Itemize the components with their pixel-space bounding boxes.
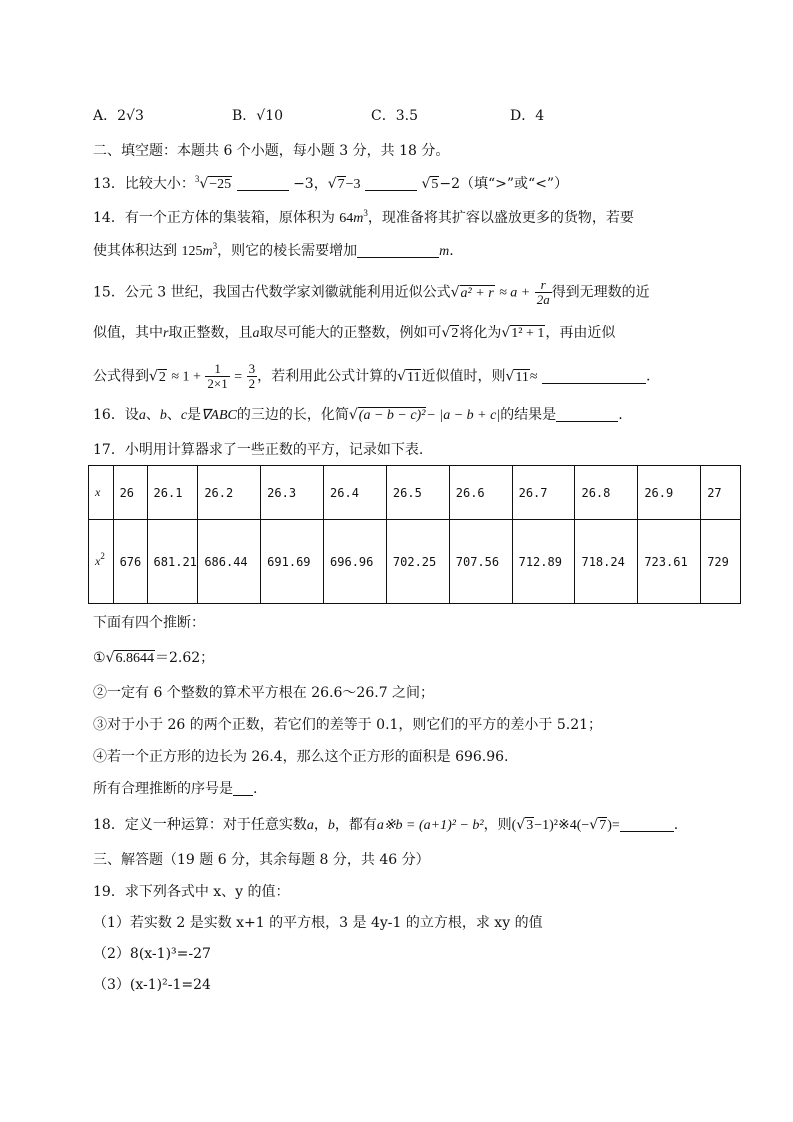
table-cell-x: 26.8 <box>575 466 638 520</box>
table-cell-x-squared: 686.44 <box>198 520 261 604</box>
table-cell-x-squared: 729 <box>701 520 741 604</box>
question-13: 13．比较大小：$^3$√−25 −3，√7−3 √5−2（填“>”或“<”） <box>93 174 569 192</box>
inference-4: ④若一个正方形的边长为 26.4，那么这个正方形的面积是 696.96. <box>93 749 509 765</box>
question-15-line-2: 似值，其中r取正整数，且a取尽可能大的正整数，例如可√2将化为√1² + 1，再由近似 <box>93 325 616 341</box>
row-head-x-squared: $x^2$ <box>89 520 114 604</box>
question-19-part-1: （1）若实数 2 是实数 x+1 的平方根，3 是 4y-1 的立方根，求 xy 的值 <box>93 915 543 931</box>
table-cell-x-squared: 696.96 <box>324 520 387 604</box>
inferences-intro: 下面有四个推断： <box>93 615 205 631</box>
table-cell-x-squared: 707.56 <box>449 520 512 604</box>
table-cell-x: 26.9 <box>638 466 701 520</box>
question-15-line-3: 公式得到√2 ≈ 1 + $\frac{1}{2\times 1}$ = $\frac{3}{2}$ ，若利用此公式计算的√11近似值时，则√11≈ . <box>93 361 651 391</box>
section-3-title: 三、解答题（19 题 6 分，其余每题 8 分，共 46 分） <box>93 852 430 868</box>
question-17-intro: 17．小明用计算器求了一些正数的平方，记录如下表. <box>93 442 424 458</box>
table-cell-x-squared: 691.69 <box>261 520 324 604</box>
formula-radical: a² + r <box>460 285 494 301</box>
answer-blank[interactable] <box>233 781 253 796</box>
answer-blank[interactable] <box>237 176 289 191</box>
formula-fraction: $\frac{r}{2a}$ <box>536 277 550 307</box>
table-cell-x: 26.3 <box>261 466 324 520</box>
table-cell-x: 26.4 <box>324 466 387 520</box>
question-14-line-2: 使其体积达到 $125m^3$，则它的棱长需要增加 m. <box>93 241 454 259</box>
radical-neg25: −25 <box>209 177 232 192</box>
q12-options <box>93 106 649 126</box>
answer-blank[interactable] <box>542 369 646 384</box>
table-cell-x: 26 <box>113 466 147 520</box>
table-cell-x: 27 <box>701 466 741 520</box>
table-cell-x: 26.5 <box>386 466 449 520</box>
row-head-x: x <box>89 466 114 520</box>
table-cell-x-squared: 681.21 <box>147 520 198 604</box>
inference-1: ①√6.8644＝2.62； <box>93 650 215 666</box>
answer-blank[interactable] <box>556 407 618 422</box>
table-row-x <box>89 466 741 520</box>
question-16: 16．设a、b、c是∇ABC的三边的长，化简√(a − b − c)²− |a − b + c|的结果是 . <box>93 407 623 423</box>
question-19-part-3: （3）(x-1)²-1=24 <box>93 977 211 993</box>
inference-conclusion: 所有合理推断的序号是 . <box>93 781 258 797</box>
option-b: B．√10 <box>232 108 284 124</box>
table-cell-x: 26.7 <box>512 466 575 520</box>
answer-blank[interactable] <box>620 817 674 832</box>
question-14-line-1: 14．有一个正方体的集装箱，原体积为 $64m^3$，现准备将其扩容以盛放更多的货物，若要 <box>93 208 634 226</box>
option-d: D．4 <box>510 108 545 124</box>
question-19-title: 19．求下列各式中 x、y 的值： <box>93 884 290 900</box>
cube-root-index: 3 <box>194 174 200 184</box>
table-cell-x: 26.6 <box>449 466 512 520</box>
table-cell-x-squared: 723.61 <box>638 520 701 604</box>
question-18: 18．定义一种运算：对于任意实数a，b，都有a※b = (a+1)² − b²，则(√3−1)²※4(−√7)= . <box>93 817 679 833</box>
section-2-title: 二、填空题：本题共 6 个小题，每小题 3 分，共 18 分。 <box>93 143 450 159</box>
inference-2: ②一定有 6 个整数的算术平方根在 26.6～26.7 之间； <box>93 685 435 701</box>
inference-3: ③对于小于 26 的两个正数，若它们的差等于 0.1，则它们的平方的差小于 5.21； <box>93 717 603 733</box>
table-cell-x-squared: 718.24 <box>575 520 638 604</box>
table-cell-x-squared: 702.25 <box>386 520 449 604</box>
answer-blank[interactable] <box>365 176 417 191</box>
table-cell-x: 26.1 <box>147 466 198 520</box>
table-row-x-squared <box>89 520 741 604</box>
answer-blank[interactable] <box>357 243 439 258</box>
table-cell-x: 26.2 <box>198 466 261 520</box>
squares-table <box>88 465 741 604</box>
option-a: A．2√3 <box>93 108 144 124</box>
question-15-line-1: 15．公元 3 世纪，我国古代数学家刘徽就能利用近似公式√a² + r ≈ a + $\frac{r}{2a}$ 得到无理数的近 <box>93 277 650 307</box>
table-cell-x-squared: 676 <box>113 520 147 604</box>
table-cell-x-squared: 712.89 <box>512 520 575 604</box>
question-19-part-2: （2）8(x-1)³=-27 <box>93 946 211 962</box>
option-c: C．3.5 <box>371 108 418 124</box>
